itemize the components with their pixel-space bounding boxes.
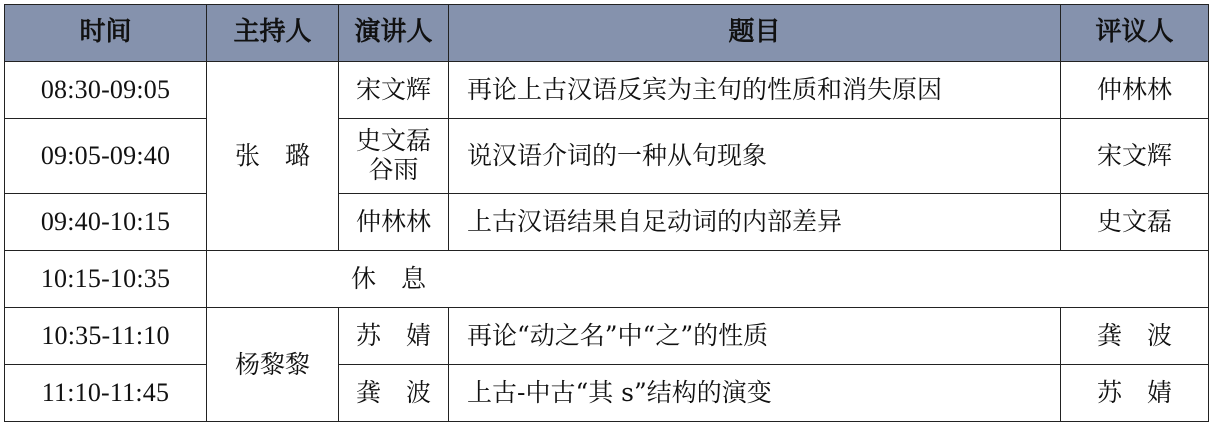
- break-row: [5, 251, 1209, 308]
- table-row: [5, 308, 1209, 365]
- commentator-cell: 史文磊: [1061, 194, 1209, 251]
- header-commentator: 评议人: [1061, 5, 1209, 62]
- table-row: [5, 365, 1209, 422]
- schedule-wrapper: [4, 4, 1209, 422]
- topic-cell: 再论上古汉语反宾为主句的性质和消失原因: [449, 62, 1061, 119]
- header-topic: 题目: [449, 5, 1061, 62]
- time-cell: 10:35-11:10: [5, 308, 207, 365]
- time-cell: 09:05-09:40: [5, 119, 207, 194]
- topic-cell: 说汉语介词的一种从句现象: [449, 119, 1061, 194]
- header-row: [5, 5, 1209, 62]
- host-cell: 张 璐: [207, 62, 339, 251]
- commentator-cell: 苏 婧: [1061, 365, 1209, 422]
- time-cell: 08:30-09:05: [5, 62, 207, 119]
- header-speaker: 演讲人: [339, 5, 449, 62]
- speaker-cell: 龚 波: [339, 365, 449, 422]
- time-cell: 10:15-10:35: [5, 251, 207, 308]
- speaker-cell: 宋文辉: [339, 62, 449, 119]
- commentator-cell: 宋文辉: [1061, 119, 1209, 194]
- topic-cell: 上古汉语结果自足动词的内部差异: [449, 194, 1061, 251]
- time-cell: 11:10-11:45: [5, 365, 207, 422]
- commentator-cell: 龚 波: [1061, 308, 1209, 365]
- schedule-table: [4, 4, 1209, 422]
- table-row: [5, 62, 1209, 119]
- speaker-cell: 仲林林: [339, 194, 449, 251]
- host-cell: 杨黎黎: [207, 308, 339, 422]
- header-host: 主持人: [207, 5, 339, 62]
- time-cell: 09:40-10:15: [5, 194, 207, 251]
- speaker-line: 史文磊: [355, 126, 431, 156]
- topic-cell: 上古-中古“其 s”结构的演变: [449, 365, 1061, 422]
- table-row: [5, 119, 1209, 194]
- header-time: 时间: [5, 5, 207, 62]
- speaker-cell: 苏 婧: [339, 308, 449, 365]
- topic-cell: 再论“动之名”中“之”的性质: [449, 308, 1061, 365]
- break-cell: [207, 251, 1209, 308]
- table-row: [5, 194, 1209, 251]
- speaker-cell: [339, 119, 449, 194]
- commentator-cell: 仲林林: [1061, 62, 1209, 119]
- break-label: 休 息: [351, 264, 427, 293]
- speaker-line: 谷雨: [368, 155, 419, 184]
